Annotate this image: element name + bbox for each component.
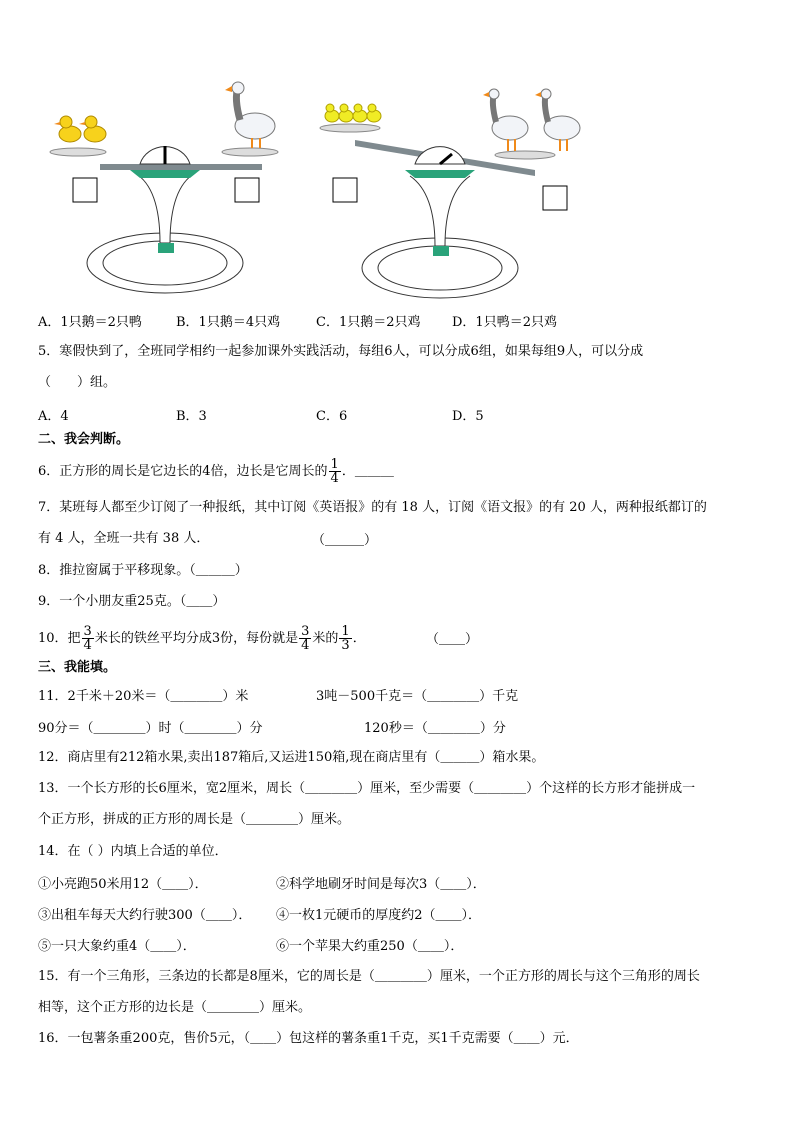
q4-option-a[interactable]: A．1只鹅＝2只鸭 xyxy=(38,315,142,330)
q10-text-c: 米的 xyxy=(312,631,339,646)
goose-icon xyxy=(535,89,580,151)
q14-title: 14．在（ ）内填上合适的单位． xyxy=(38,844,228,859)
section-3-heading: 三、我能填。 xyxy=(38,660,117,675)
q13-line1[interactable]: 13．一个长方形的长6厘米，宽2厘米，周长（＿＿＿＿）厘米，至少需要（＿＿＿＿）个这样的长方形才能拼成一 xyxy=(38,781,696,796)
answer-box-right-2[interactable] xyxy=(543,186,567,210)
goose-icon xyxy=(225,82,275,148)
q5-option-a[interactable]: A．4 xyxy=(38,409,69,424)
q10-fraction-1: $\frac{3}{4}$ xyxy=(83,624,92,653)
q8[interactable]: 8．推拉窗属于平移现象。（＿＿＿） xyxy=(38,563,248,578)
q5-option-c[interactable]: C．6 xyxy=(316,409,348,424)
q14-item-2[interactable]: ②科学地刷牙时间是每次3（＿＿）． xyxy=(276,877,486,892)
q4-option-d[interactable]: D．1只鸭＝2只鸡 xyxy=(452,315,557,330)
q10-text-a: 10．把 xyxy=(38,631,81,646)
q10 xyxy=(38,625,366,652)
right-scale xyxy=(320,89,580,298)
q5-option-b[interactable]: B．3 xyxy=(176,409,207,424)
q5-option-d[interactable]: D．5 xyxy=(452,409,484,424)
answer-box-left-2[interactable] xyxy=(235,178,259,202)
balance-scales-figure xyxy=(40,78,600,303)
q4-option-b[interactable]: B．1只鹅＝4只鸡 xyxy=(176,315,281,330)
duck-icon xyxy=(54,116,81,142)
q13-line2[interactable]: 个正方形，拼成的正方形的周长是（＿＿＿＿）厘米。 xyxy=(38,812,351,827)
q14-item-5[interactable]: ⑤一只大象约重4（＿＿）． xyxy=(38,939,196,954)
q14-item-1[interactable]: ①小亮跑50米用12（＿＿）． xyxy=(38,877,208,892)
q7-line2: 有 4 人，全班一共有 38 人． xyxy=(38,531,210,546)
q14-item-3[interactable]: ③出租车每天大约行驶300（＿＿）． xyxy=(38,908,252,923)
q16[interactable]: 16．一包薯条重200克，售价5元，（＿＿）包这样的薯条重1千克，买1千克需要（＿＿）元． xyxy=(38,1031,579,1046)
q7-line1: 7．某班每人都至少订阅了一种报纸，其中订阅《英语报》的有 18 人，订阅《语文报》的有 20 人，两种报纸都订的 xyxy=(38,500,707,515)
q14-item-4[interactable]: ④一枚1元硬币的厚度约2（＿＿）． xyxy=(276,908,482,923)
goose-icon xyxy=(483,89,528,151)
q4-option-c[interactable]: C．1只鹅＝2只鸡 xyxy=(316,315,421,330)
q14-item-6[interactable]: ⑥一个苹果大约重250（＿＿）． xyxy=(276,939,464,954)
q10-answer-blank[interactable]: （＿＿） xyxy=(426,632,479,647)
q10-text-e: ． xyxy=(352,631,366,646)
q11-d[interactable]: 120秒＝（＿＿＿＿）分 xyxy=(364,721,506,736)
answer-box-right-1[interactable] xyxy=(333,178,357,202)
q15-line1[interactable]: 15．有一个三角形，三条边的长都是8厘米，它的周长是（＿＿＿＿）厘米，一个正方形的周长与这个三角形的周长 xyxy=(38,969,700,984)
q9[interactable]: 9．一个小朋友重25克。（＿＿） xyxy=(38,594,226,609)
q10-fraction-3: $\frac{1}{3}$ xyxy=(341,624,350,653)
q7-answer-blank[interactable]: （＿＿＿） xyxy=(312,533,378,548)
q5-line2: （ ）组。 xyxy=(38,375,117,390)
q11-b[interactable]: 3吨－500千克＝（＿＿＿＿）千克 xyxy=(316,689,519,704)
answer-box-left-1[interactable] xyxy=(73,178,97,202)
q11-a[interactable]: 11．2千米＋20米＝（＿＿＿＿）米 xyxy=(38,689,249,704)
q6-text: 6．正方形的周长是它边长的4倍，边长是它周长的 xyxy=(38,464,328,479)
chick-icon xyxy=(353,104,367,122)
q15-line2[interactable]: 相等，这个正方形的边长是（＿＿＿＿）厘米。 xyxy=(38,1000,312,1015)
q10-text-b: 米长的铁丝平均分成3份，每份就是 xyxy=(94,631,299,646)
q6 xyxy=(38,458,394,485)
q10-fraction-2: $\frac{3}{4}$ xyxy=(301,624,310,653)
q6-answer-blank[interactable]: ．＿＿＿ xyxy=(341,464,394,479)
section-2-heading: 二、我会判断。 xyxy=(38,432,130,447)
chick-icon xyxy=(325,104,339,122)
duck-icon xyxy=(79,116,106,142)
chick-icon xyxy=(367,104,381,122)
q11-c[interactable]: 90分＝（＿＿＿＿）时（＿＿＿＿）分 xyxy=(38,721,263,736)
q5-line1: 5．寒假快到了，全班同学相约一起参加课外实践活动，每组6人，可以分成6组，如果每组9人，可以分成 xyxy=(38,344,644,359)
left-scale xyxy=(50,82,278,293)
q12[interactable]: 12．商店里有212箱水果,卖出187箱后,又运进150箱,现在商店里有（＿＿＿）箱水果。 xyxy=(38,750,545,765)
q6-fraction: $\frac{1}{4}$ xyxy=(330,457,339,486)
chick-icon xyxy=(339,104,353,122)
